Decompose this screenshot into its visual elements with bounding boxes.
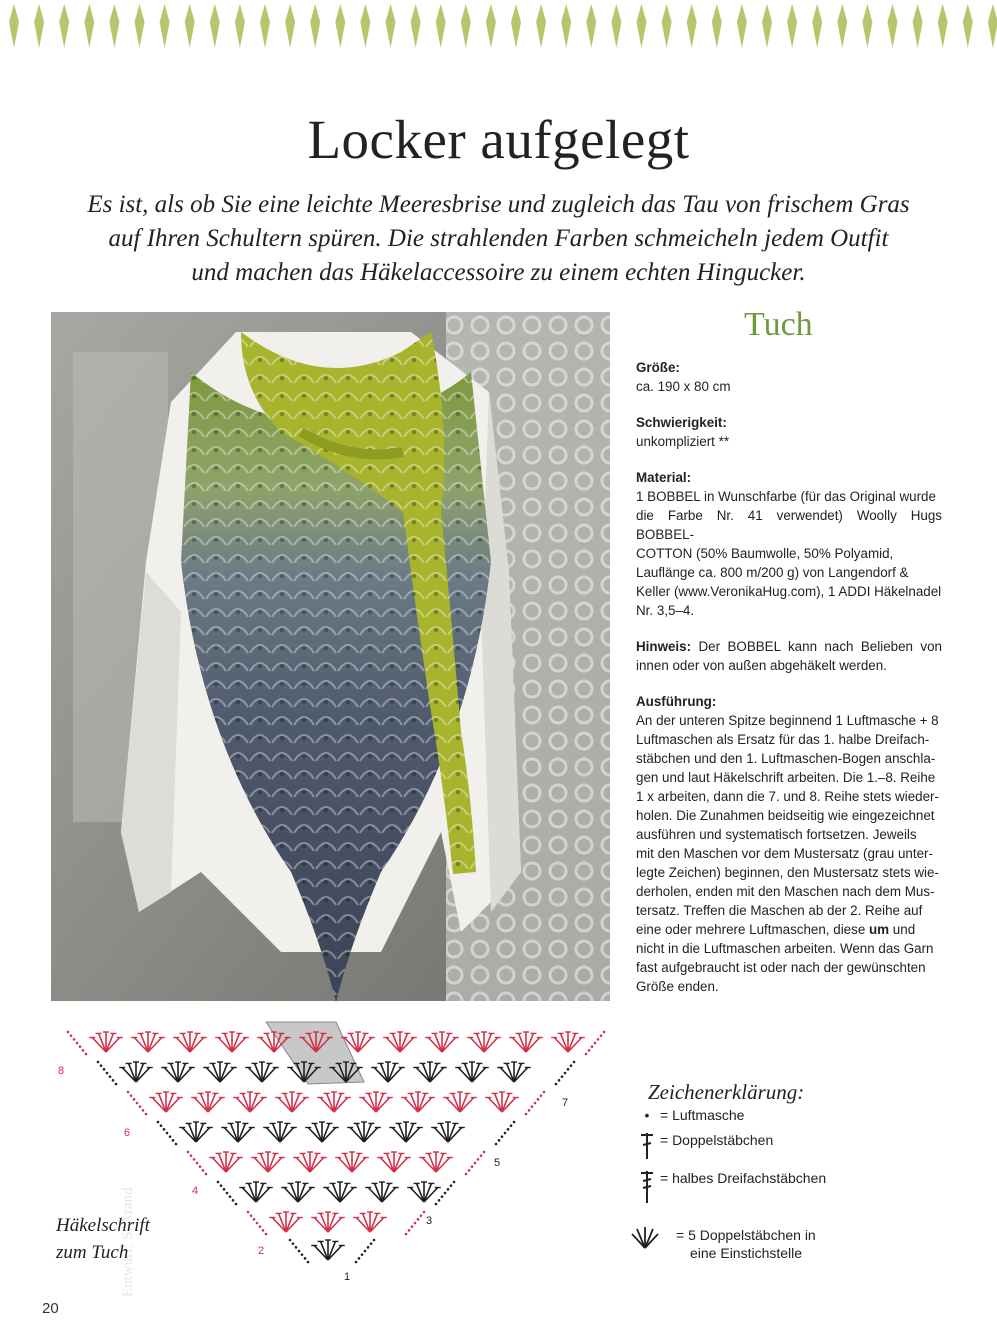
chain-stitch (507, 1128, 510, 1131)
page-title: Locker aufgelegt (307, 109, 690, 170)
border-diamond (662, 4, 672, 48)
stitch-shell (311, 1212, 345, 1232)
material-line: die Farbe Nr. 41 verwendet) Woolly Hugs BOBBEL- (636, 508, 942, 542)
stitch-shell (149, 1092, 183, 1112)
stitch-shell (407, 1182, 441, 1202)
chain-stitch (513, 1121, 516, 1124)
chain-stitch (534, 1102, 537, 1105)
border-diamond (988, 4, 997, 48)
chain-stitch (298, 1250, 301, 1253)
row-number: 5 (494, 1157, 501, 1169)
chain-stitch (220, 1184, 223, 1187)
execution-line: 1 x arbeiten, dann die 7. und 8. Reihe stets wieder- (636, 789, 939, 804)
material-line: 1 BOBBEL in Wunschfarbe (für das Original wurde (636, 489, 936, 504)
stitch-shell (233, 1092, 267, 1112)
note-section (636, 637, 942, 675)
chain-stitch (567, 1068, 570, 1071)
stitch-shell (335, 1152, 369, 1172)
note-label: Hinweis: (636, 639, 692, 654)
border-diamond (511, 4, 521, 48)
border-diamond (536, 4, 546, 48)
stitch-shell (323, 1182, 357, 1202)
stitch-shell (467, 1032, 501, 1052)
chain-stitch (130, 1094, 133, 1097)
pattern-details (636, 358, 942, 1013)
chain-stitch (160, 1124, 163, 1127)
execution-line: ausführen und systematisch fortsetzen. Jeweils (636, 827, 917, 842)
chain-stitch (483, 1151, 486, 1154)
chain-stitch (525, 1113, 528, 1116)
dot-icon: • (644, 1107, 650, 1123)
chain-stitch (253, 1218, 256, 1221)
border-diamond (561, 4, 571, 48)
border-diamond (837, 4, 847, 48)
border-diamond (862, 4, 872, 48)
chain-stitch (444, 1192, 447, 1195)
chain-stitch (355, 1261, 358, 1264)
execution-line: holen. Die Zunahmen beidseitig wie eingezeichnet (636, 808, 935, 823)
row-number: 2 (258, 1245, 265, 1257)
border-diamond (461, 4, 471, 48)
stitch-shell (485, 1092, 519, 1112)
stitch-shell (311, 1240, 345, 1260)
chart-caption-line: Häkelschrift (56, 1215, 150, 1236)
intro-line: und machen das Häkelaccessoire zu einem echten Hingucker. (191, 259, 806, 286)
border-diamond (59, 4, 69, 48)
border-diamond (787, 4, 797, 48)
border-diamond (84, 4, 94, 48)
stitch-shell (89, 1032, 123, 1052)
stitch-shell (431, 1122, 465, 1142)
border-diamond (687, 4, 697, 48)
difficulty-value: unkompliziert ** (636, 434, 730, 449)
stitch-shell (275, 1092, 309, 1112)
chain-stitch (172, 1139, 175, 1142)
size-value: ca. 190 x 80 cm (636, 379, 731, 394)
border-diamond (888, 4, 898, 48)
border-diamond (586, 4, 596, 48)
chain-stitch (205, 1173, 208, 1176)
chain-stitch (142, 1109, 145, 1112)
chain-stitch (112, 1079, 115, 1082)
execution-line: Luftmaschen als Ersatz für das 1. halbe Dreifach- (636, 732, 930, 747)
chain-stitch (304, 1257, 307, 1260)
chain-stitch (76, 1042, 79, 1045)
stitch-shell (371, 1062, 405, 1082)
chain-stitch (540, 1094, 543, 1097)
chain-stitch (193, 1158, 196, 1161)
material-line: Keller (www.VeronikaHug.com), 1 ADDI Häkelnadel (636, 584, 942, 599)
chain-stitch (136, 1102, 139, 1105)
border-diamond (285, 4, 295, 48)
double-crochet-icon (636, 1131, 658, 1161)
border-diamond (360, 4, 370, 48)
chain-stitch (157, 1121, 160, 1124)
stitch-shell (293, 1152, 327, 1172)
stitch-shell (383, 1032, 417, 1052)
chain-stitch (97, 1061, 100, 1064)
row-number: 4 (192, 1185, 199, 1197)
chain-stitch (262, 1229, 265, 1232)
chain-stitch (256, 1222, 259, 1225)
border-diamond (913, 4, 923, 48)
chain-stitch (603, 1031, 606, 1034)
execution-line (636, 920, 942, 939)
chain-stitch (361, 1253, 364, 1256)
stitch-shell (359, 1092, 393, 1112)
border-diamond (260, 4, 270, 48)
material-label: Material: (636, 470, 692, 485)
border-diamond (386, 4, 396, 48)
stitch-shell (455, 1062, 489, 1082)
execution-line: Größe enden. (636, 979, 719, 994)
chain-stitch (588, 1049, 591, 1052)
stitch-shell (209, 1152, 243, 1172)
stitch-shell (389, 1122, 423, 1142)
border-diamond (210, 4, 220, 48)
chain-stitch (301, 1253, 304, 1256)
chain-stitch (594, 1042, 597, 1045)
stitch-shell (239, 1182, 273, 1202)
chain-stitch (555, 1083, 558, 1086)
chain-stitch (471, 1165, 474, 1168)
chain-stitch (501, 1135, 504, 1138)
row-number: 6 (124, 1127, 131, 1139)
border-diamond (135, 4, 145, 48)
chain-stitch (597, 1038, 600, 1041)
chain-stitch (600, 1034, 603, 1037)
chain-stitch (232, 1199, 235, 1202)
material-section (636, 468, 942, 620)
chain-stitch (495, 1143, 498, 1146)
chart-caption (56, 1212, 150, 1266)
legend-text: = halbes Dreifachstäbchen (660, 1170, 827, 1186)
stitch-shell (131, 1032, 165, 1052)
chain-stitch (558, 1079, 561, 1082)
stitch-shell (119, 1062, 153, 1082)
chain-stitch (420, 1214, 423, 1217)
border-diamond (637, 4, 647, 48)
chain-stitch (358, 1257, 361, 1260)
stitch-shell (203, 1062, 237, 1082)
chain-stitch (477, 1158, 480, 1161)
stitch-shell (269, 1212, 303, 1232)
execution-line: legte Zeichen) beginnen, den Mustersatz stets wie- (636, 865, 939, 880)
border-diamond (963, 4, 973, 48)
chain-stitch (531, 1105, 534, 1108)
row-number: 1 (344, 1271, 351, 1283)
stitch-shell (191, 1092, 225, 1112)
intro-line: Es ist, als ob Sie eine leichte Meeresbrise und zugleich das Tau von frischem Gras (87, 191, 910, 218)
border-diamond (436, 4, 446, 48)
border-diamond (611, 4, 621, 48)
chain-stitch (591, 1045, 594, 1048)
chain-stitch (480, 1154, 483, 1157)
stitch-shell (215, 1032, 249, 1052)
chain-stitch (417, 1218, 420, 1221)
execution-label: Ausführung: (636, 694, 717, 709)
execution-bold-word: um (868, 922, 890, 937)
chain-stitch (528, 1109, 531, 1112)
chain-stitch (115, 1083, 118, 1086)
chain-stitch (166, 1132, 169, 1135)
stitch-shell (221, 1122, 255, 1142)
stitch-shell (245, 1062, 279, 1082)
border-diamond (712, 4, 722, 48)
chain-stitch (564, 1072, 567, 1075)
border-diamond (9, 4, 19, 48)
chain-stitch (465, 1173, 468, 1176)
chain-stitch (498, 1139, 501, 1142)
chart-caption-line: zum Tuch (56, 1242, 129, 1263)
chain-stitch (295, 1246, 298, 1249)
chain-stitch (435, 1203, 438, 1206)
chain-stitch (474, 1162, 477, 1165)
stitch-shell (281, 1182, 315, 1202)
difficulty-section (636, 413, 942, 451)
stitch-shell (497, 1062, 531, 1082)
chain-stitch (447, 1188, 450, 1191)
chain-stitch (226, 1192, 229, 1195)
chain-stitch (438, 1199, 441, 1202)
chain-stitch (450, 1184, 453, 1187)
difficulty-label: Schwierigkeit: (636, 415, 727, 430)
chain-stitch (364, 1250, 367, 1253)
stitch-shell (509, 1032, 543, 1052)
stitch-shell (353, 1212, 387, 1232)
chain-stitch (441, 1195, 444, 1198)
stitch-shell (419, 1152, 453, 1172)
border-diamond (160, 4, 170, 48)
execution-line: derholen, enden mit den Maschen nach dem Mus- (636, 884, 935, 899)
chain-stitch (217, 1181, 220, 1184)
chain-stitch (229, 1195, 232, 1198)
chain-stitch (82, 1049, 85, 1052)
chain-stitch (73, 1038, 76, 1041)
chain-stitch (573, 1061, 576, 1064)
row-number: 7 (562, 1097, 569, 1109)
stitch-shell (413, 1062, 447, 1082)
chain-stitch (133, 1098, 136, 1101)
border-diamond (335, 4, 345, 48)
chain-stitch (405, 1233, 408, 1236)
stitch-shell (425, 1032, 459, 1052)
execution-line: gen und laut Häkelschrift arbeiten. Die 1.–8. Reihe (636, 770, 936, 785)
page-number: 20 (42, 1300, 59, 1317)
material-line: Lauflänge ca. 800 m/200 g) von Langendorf & (636, 565, 909, 580)
chain-stitch (85, 1053, 88, 1056)
legend-text: = 5 Doppelstäbchen in (676, 1227, 816, 1243)
legend-text: eine Einstichstelle (690, 1245, 803, 1261)
chain-stitch (235, 1203, 238, 1206)
size-section (636, 358, 942, 396)
chain-stitch (223, 1188, 226, 1191)
chain-stitch (561, 1075, 564, 1078)
material-line: Nr. 3,5–4. (636, 603, 695, 618)
chain-stitch (414, 1222, 417, 1225)
material-line: COTTON (50% Baumwolle, 50% Polyamid, (636, 546, 894, 561)
execution-line: fast aufgebraucht ist oder nach der gewünschten (636, 960, 926, 975)
chain-stitch (510, 1124, 513, 1127)
border-diamond (486, 4, 496, 48)
section-title: Tuch (744, 306, 813, 343)
stitch-shell (251, 1152, 285, 1172)
execution-line: stäbchen und den 1. Luftmaschen-Bogen anschla- (636, 751, 936, 766)
chain-stitch (585, 1053, 588, 1056)
chain-stitch (100, 1064, 103, 1067)
chain-stitch (265, 1233, 268, 1236)
half-triple-crochet-icon (636, 1169, 658, 1205)
legend-text: = Doppelstäbchen (660, 1132, 774, 1148)
note-text: Der BOBBEL kann nach Belieben von innen oder von außen abgehäkelt werden. (636, 639, 942, 673)
chain-stitch (373, 1239, 376, 1242)
chain-stitch (259, 1225, 262, 1228)
chain-stitch (468, 1169, 471, 1172)
chain-stitch (175, 1143, 178, 1146)
stitch-shell (173, 1032, 207, 1052)
stitch-shell (305, 1122, 339, 1142)
chain-stitch (67, 1031, 70, 1034)
execution-section (636, 692, 942, 996)
chain-stitch (370, 1242, 373, 1245)
legend-text: = Luftmasche (660, 1107, 745, 1123)
intro-text (60, 188, 937, 290)
stitch-shell (401, 1092, 435, 1112)
chain-stitch (247, 1211, 250, 1214)
stitch-shell (377, 1152, 411, 1172)
shell-icon (630, 1226, 660, 1250)
chain-stitch (190, 1154, 193, 1157)
chain-stitch (70, 1034, 73, 1037)
decorative-top-border (0, 0, 997, 56)
border-diamond (737, 4, 747, 48)
execution-line: tersatz. Treffen die Maschen ab der 2. Reihe auf (636, 903, 923, 918)
stitch-shell (347, 1122, 381, 1142)
execution-line: An der unteren Spitze beginnend 1 Luftmasche + 8 (636, 713, 939, 728)
stitch-shell (443, 1092, 477, 1112)
chain-stitch (103, 1068, 106, 1071)
chain-stitch (423, 1211, 426, 1214)
stitch-shell (263, 1122, 297, 1142)
chain-stitch (196, 1162, 199, 1165)
row-number: 3 (426, 1215, 433, 1227)
chain-stitch (127, 1091, 130, 1094)
border-diamond (762, 4, 772, 48)
stitch-shell (551, 1032, 585, 1052)
border-diamond (938, 4, 948, 48)
chain-stitch (292, 1242, 295, 1245)
execution-line: nicht in die Luftmaschen arbeiten. Wenn das Garn (636, 941, 934, 956)
execution-line: mit den Maschen vor dem Mustersatz (grau unter- (636, 846, 933, 861)
border-diamond (812, 4, 822, 48)
legend-title: Zeichenerklärung: (648, 1080, 805, 1104)
chain-stitch (139, 1105, 142, 1108)
border-diamond (235, 4, 245, 48)
chain-stitch (537, 1098, 540, 1101)
stitch-shell (365, 1182, 399, 1202)
intro-line: auf Ihren Schultern spüren. Die strahlenden Farben schmeicheln jedem Outfit (108, 225, 889, 252)
photo-credit: Entwurf: S. Arand (120, 1187, 136, 1297)
chain-stitch (187, 1151, 190, 1154)
execution-line-part: eine oder mehrere Luftmaschen, diese (636, 922, 869, 937)
chain-stitch (289, 1239, 292, 1242)
chain-stitch (145, 1113, 148, 1116)
row-number: 8 (58, 1065, 65, 1077)
chain-stitch (543, 1091, 546, 1094)
execution-line-part: und (889, 922, 916, 937)
border-diamond (310, 4, 320, 48)
chain-stitch (199, 1165, 202, 1168)
size-label: Größe: (636, 360, 680, 375)
chain-stitch (408, 1229, 411, 1232)
border-diamond (185, 4, 195, 48)
chain-stitch (169, 1135, 172, 1138)
border-diamond (411, 4, 421, 48)
chain-stitch (250, 1214, 253, 1217)
chain-stitch (504, 1132, 507, 1135)
stitch-shell (317, 1092, 351, 1112)
stitch-shell (161, 1062, 195, 1082)
chain-stitch (202, 1169, 205, 1172)
chain-stitch (106, 1072, 109, 1075)
chain-stitch (570, 1064, 573, 1067)
chain-stitch (79, 1045, 82, 1048)
chain-stitch (163, 1128, 166, 1131)
chain-stitch (307, 1261, 310, 1264)
chain-stitch (411, 1225, 414, 1228)
border-diamond (34, 4, 44, 48)
chain-stitch (109, 1075, 112, 1078)
border-diamond (109, 4, 119, 48)
stitch-shell (179, 1122, 213, 1142)
chain-stitch (453, 1181, 456, 1184)
chain-stitch (367, 1246, 370, 1249)
